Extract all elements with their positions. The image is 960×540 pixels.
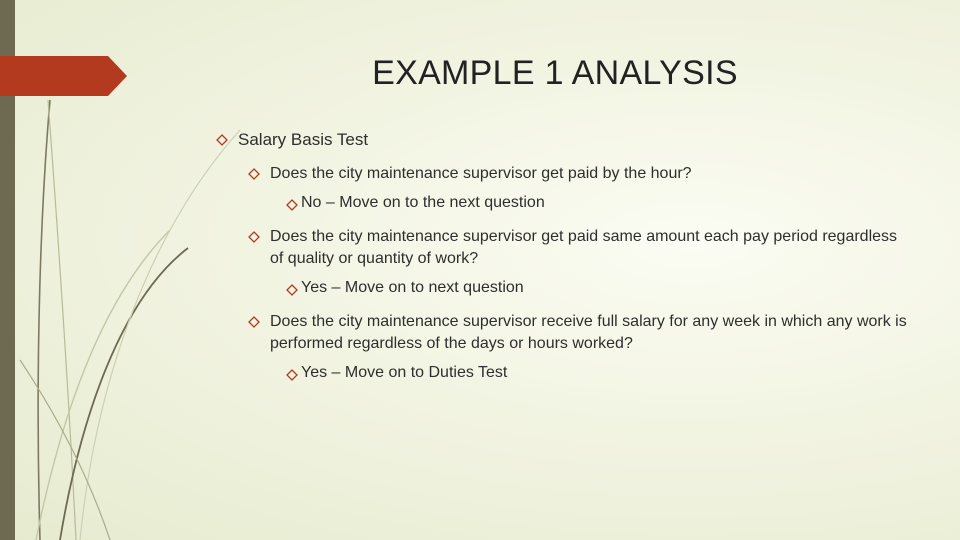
bullet-text: Does the city maintenance supervisor get paid same amount each pay period regardless of quality or quantity of work?	[270, 228, 898, 267]
bullet-text: Yes – Move on to next question	[301, 279, 524, 296]
diamond-outline-icon	[286, 369, 298, 381]
slide-title: EXAMPLE 1 ANALYSIS	[372, 54, 738, 92]
diamond-outline-icon	[286, 199, 298, 211]
bullet-answer-no	[286, 194, 545, 212]
diamond-outline-icon	[248, 231, 260, 243]
diamond-outline-icon	[248, 316, 260, 328]
diamond-outline-icon	[286, 284, 298, 296]
bullet-text: Does the city maintenance supervisor receive full salary for any week in which any work is performed regardless of the days or hours worked?	[270, 313, 907, 352]
diamond-outline-icon	[248, 168, 260, 180]
bullet-text: Does the city maintenance supervisor get paid by the hour?	[270, 165, 692, 182]
bullet-text: Yes – Move on to Duties Test	[301, 364, 508, 381]
diamond-outline-icon	[216, 134, 228, 146]
bullet-answer-yes-duties	[286, 364, 507, 382]
bullet-question-full-salary	[248, 311, 908, 355]
bullet-salary-basis-test	[216, 130, 368, 150]
bullet-question-hourly	[248, 163, 908, 185]
bullet-text: No – Move on to the next question	[301, 194, 545, 211]
bullet-answer-yes-next	[286, 279, 524, 297]
bullet-question-same-amount	[248, 226, 908, 270]
bullet-text: Salary Basis Test	[238, 130, 369, 149]
